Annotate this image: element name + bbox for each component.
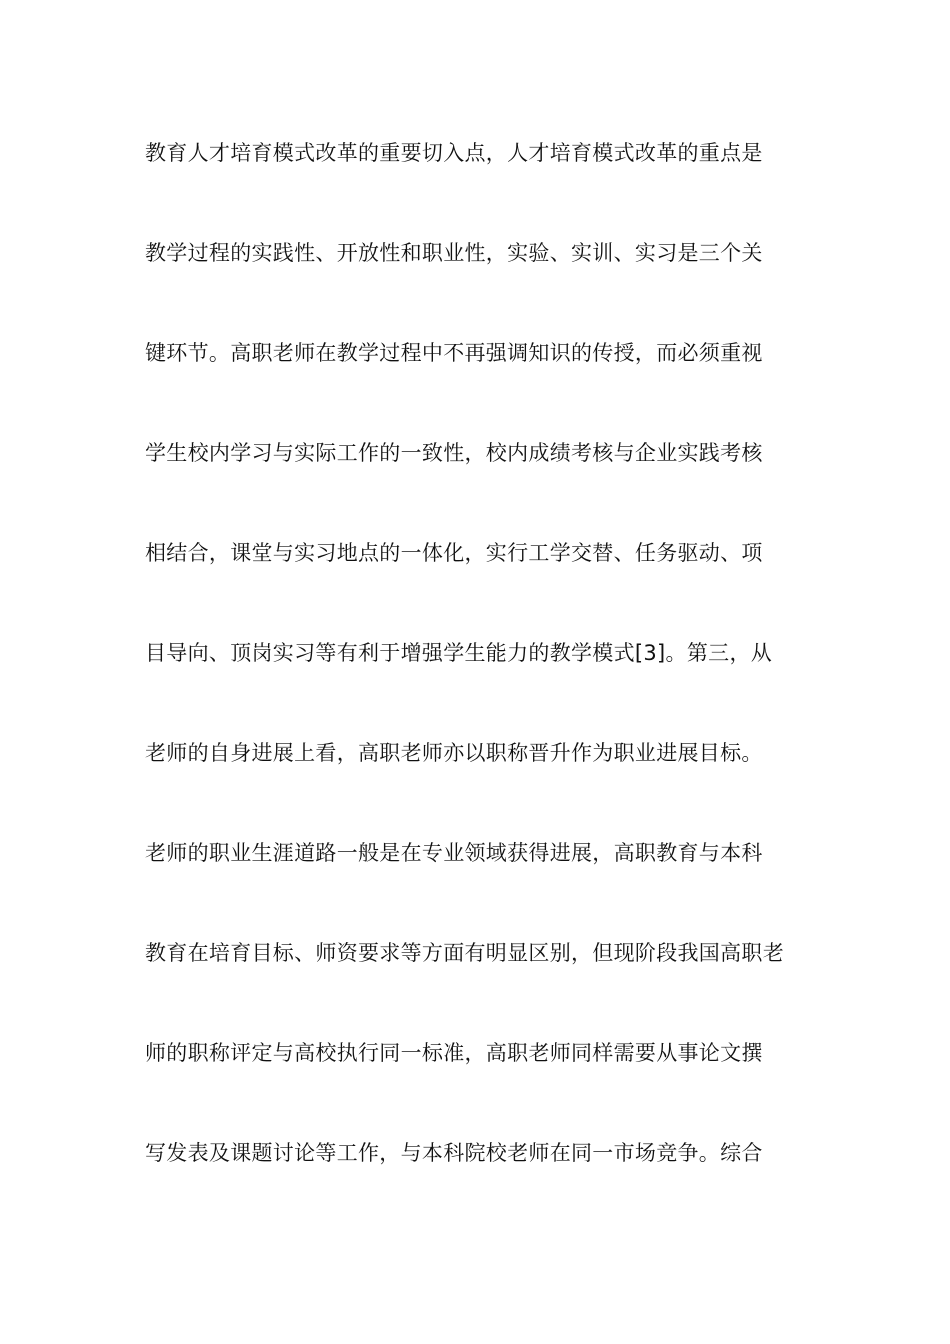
text-line: 师的职称评定与高校执行同一标准，高职老师同样需要从事论文撰 bbox=[145, 1041, 763, 1065]
body-text bbox=[145, 128, 810, 1228]
text-line: 教学过程的实践性、开放性和职业性，实验、实训、实习是三个关 bbox=[145, 241, 763, 265]
text-line: 老师的自身进展上看，高职老师亦以职称晋升作为职业进展目标。 bbox=[145, 741, 763, 765]
text-line: 老师的职业生涯道路一般是在专业领域获得进展，高职教育与本科 bbox=[145, 841, 763, 865]
text-line: 学生校内学习与实际工作的一致性，校内成绩考核与企业实践考核 bbox=[145, 441, 763, 465]
text-line: 目导向、顶岗实习等有利于增强学生能力的教学模式[3]。第三，从 bbox=[145, 641, 773, 665]
text-line: 写发表及课题讨论等工作，与本科院校老师在同一市场竞争。综合 bbox=[145, 1141, 763, 1165]
text-line: 教育在培育目标、师资要求等方面有明显区别，但现阶段我国高职老 bbox=[145, 941, 784, 965]
text-line: 教育人才培育模式改革的重要切入点，人才培育模式改革的重点是 bbox=[145, 141, 763, 165]
text-line: 键环节。高职老师在教学过程中不再强调知识的传授，而必须重视 bbox=[145, 341, 763, 365]
text-line: 相结合，课堂与实习地点的一体化，实行工学交替、任务驱动、项 bbox=[145, 541, 763, 565]
